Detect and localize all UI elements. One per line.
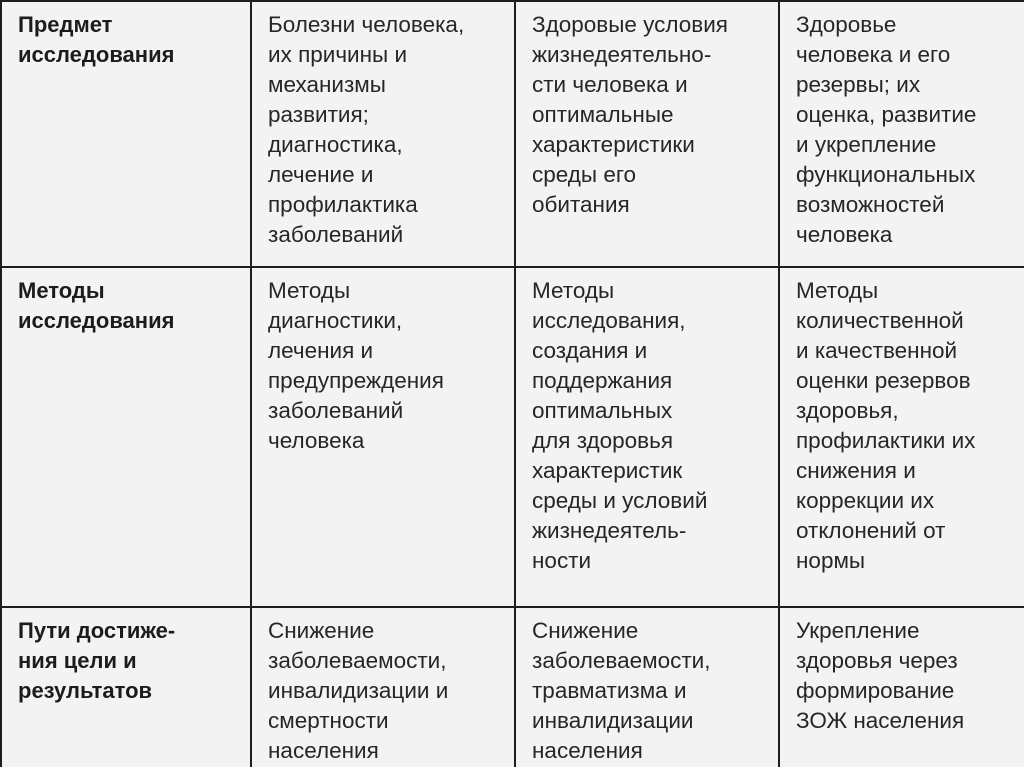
cell-text: Методы исследования, создания и поддержания оптимальных для здоровья характеристик среды и условий жизнедеятель- ности <box>532 278 708 573</box>
cell-text: Болезни человека, их причины и механизмы развития; диагностика, лечение и профилактика заболеваний <box>268 12 465 247</box>
table-cell <box>251 607 515 767</box>
table-cell <box>515 607 779 767</box>
cell-text: Здоровье человека и его резервы; их оценка, развитие и укрепление функциональных возможностей человека <box>796 12 977 247</box>
cell-text: Снижение заболеваемости, травматизма и инвалидизации населения <box>532 618 711 763</box>
cell-text: Здоровые условия жизнедеятельно- сти человека и оптимальные характеристики среды его обитания <box>532 12 728 217</box>
table-cell <box>515 267 779 607</box>
row-header-cell <box>1 267 251 607</box>
table-row-paths <box>1 607 1024 767</box>
table-cell <box>779 1 1024 267</box>
cell-text: Укрепление здоровья через формирование ЗОЖ населения <box>796 618 965 733</box>
row-header-cell <box>1 607 251 767</box>
cell-text: Снижение заболеваемости, инвалидизации и смертности населения <box>268 618 449 763</box>
table-cell <box>779 267 1024 607</box>
table-row-methods <box>1 267 1024 607</box>
row-header-subject: Предмет исследования <box>18 12 175 67</box>
table-cell <box>515 1 779 267</box>
cell-text: Методы количественной и качественной оценки резервов здоровья, профилактики их снижения и коррекции их отклонений от нормы <box>796 278 976 573</box>
row-header-paths: Пути достиже- ния цели и результатов <box>18 618 176 703</box>
table-cell <box>251 267 515 607</box>
cell-text: Методы диагностики, лечения и предупреждения заболеваний человека <box>268 278 444 453</box>
table-cell <box>779 607 1024 767</box>
row-header-cell <box>1 1 251 267</box>
row-header-methods: Методы исследования <box>18 278 175 333</box>
table-row-subject <box>1 1 1024 267</box>
table-cell <box>251 1 515 267</box>
